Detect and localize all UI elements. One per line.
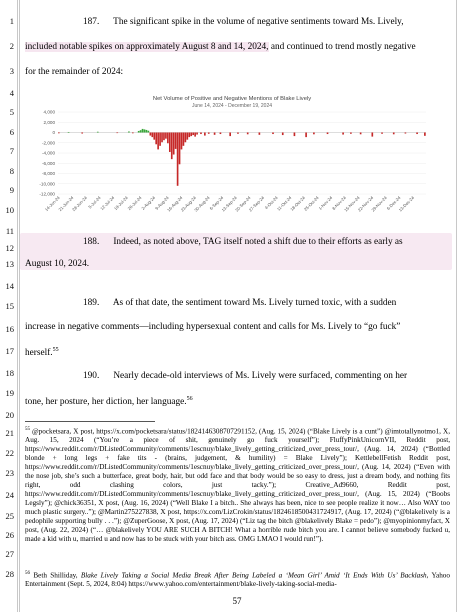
chart-x-tick-label: 12-Jul-24 — [99, 195, 116, 212]
chart-x-tick-label: 11-Oct-24 — [275, 195, 293, 212]
line-number: 18 — [5, 368, 14, 378]
chart-bar — [200, 133, 202, 135]
line-number: 7 — [9, 146, 14, 156]
left-margin-rule — [17, 0, 18, 612]
line-number: 15 — [5, 301, 14, 311]
footnote-ref[interactable]: 55 — [52, 347, 59, 353]
paragraph-number: 187. — [83, 17, 100, 27]
chart-bar — [171, 133, 173, 160]
chart-bar — [220, 133, 222, 135]
paragraph-189 — [25, 297, 450, 309]
chart-y-tick-label: -4,000 — [41, 150, 55, 156]
chart-bar — [181, 133, 183, 150]
chart-bars — [58, 129, 426, 186]
chart-bar — [132, 133, 134, 134]
paragraph-text: As of that date, the sentiment toward Ms. Lively turned toxic, with a sudden — [112, 298, 397, 308]
chart-bar — [161, 133, 163, 143]
line-number: 20 — [5, 410, 14, 420]
line-number: 5 — [9, 107, 14, 117]
chart-bar — [142, 129, 144, 133]
footnote-text: @pocketsara, X post, https://x.com/pocketsara/status/1824146308707291152, (Aug. 15, 2024) (“Blake Lively is a cunt”) @imtotallynotmo1, X, Aug. 15, 2024 (“You’re a piece of shit, genuinely go fuck yourself”); FluffyPinkUnicornVII, Reddit post, https://www.reddit.com/r/DListedCommunity/comments/1escnuy/blake_lively_getting_criticized_over_press_tour/, (Aug. 14, 2024) (“Bottled blonde + long legs + fake tits - (brains, judgement, & humility) = Blake Lively”); KettlebellFetish Reddit post, https://www.reddit.com/r/DListedCommunity/comments/1escnuy/blake_lively_getting_criticized_over_press_tour/, (Aug. 14, 2024) (“Even with the nose job, she’s such a butterface, great body, hair, but odd face and that body would be so easy to dress, just a dream body, and nothing fits right, odd clashing colors, just tacky.”); Creative_Ad9660, Reddit post, https://www.reddit.com/r/DListedCommunity/comments/1escnuy/blake_lively_getting_criticized_over_press_tour/, (Aug. 15, 2024) (“Boobs Legsly”); @chick36351, X post, (Aug. 16, 2024) (“Well Blake I a bitch.. She always has been, nice to see people realize it now… Also WAY too much plastic surgery..”); @Martin275227838, X post, https://x.com/LizCrokin/status/1824618500431724917, (Aug. 17, 2024) (“@blakelively is a pedophile supporting bully . . .”); @ZuperGoose, X post, (Aug. 17, 2024) (“Liz tag the bitch @blakelively Blake = pedo”); @myopinionmyfact, X post, (Aug. 22, 2024) (“… @blakelively YOU ARE SUCH A BITCH! What a horrible rude bitch you are. I cannot believe somebody fucked u, made a kid with u, married u and now has to be stuck with your bitch ass. OMG LMAO I would run!”). — [25, 427, 450, 544]
chart-bar — [187, 133, 189, 140]
chart-bar — [381, 133, 383, 134]
line-number: 6 — [9, 127, 14, 137]
left-margin-rule-2 — [19, 0, 20, 612]
chart-bar — [247, 133, 249, 135]
chart-bar — [179, 133, 181, 165]
footnote-divider — [25, 421, 155, 422]
highlighted-text: included notable spikes on approximately August 8 and 14, 2024, — [25, 42, 269, 52]
line-number: 12 — [5, 243, 14, 253]
chart-bar — [151, 133, 153, 138]
footnote-text: Beth Shilliday, — [33, 571, 81, 580]
footnote-mark: 55 — [25, 427, 30, 432]
chart-x-ticks — [44, 195, 416, 213]
chart-x-tick-label: 9-Aug-24 — [154, 195, 170, 211]
chart-x-tick-label: 23-Aug-24 — [179, 195, 198, 213]
chart-y-tick-label: 0 — [52, 130, 55, 136]
chart-y-tick-label: -10,000 — [39, 181, 55, 187]
chart-y-tick-label: -2,000 — [41, 140, 55, 146]
footnote-mark: 56 — [25, 571, 30, 576]
chart-bar — [313, 133, 315, 135]
paragraph-text: for the remainder of 2024: — [25, 67, 124, 77]
chart-x-tick-label: 29-Nov-24 — [370, 195, 388, 213]
chart-bar — [175, 133, 177, 149]
chart-bar — [327, 133, 329, 135]
chart-bar — [97, 132, 99, 133]
chart-bar — [68, 132, 70, 133]
chart-x-tick-label: 30-Aug-24 — [193, 195, 211, 213]
chart-bar — [148, 131, 150, 133]
paragraph-189-line2 — [25, 321, 450, 333]
footnote-article-title: Blake Lively Taking a Social Media Break After Being Labeled a ‘Mean Girl’ Amid ‘It Ends With Us’ Backlash — [80, 571, 427, 580]
line-number: 2 — [9, 41, 14, 51]
line-number: 13 — [5, 259, 14, 269]
chart-bar — [140, 130, 142, 132]
paragraph-number: 190. — [83, 371, 100, 381]
footnote-ref[interactable]: 56 — [186, 396, 193, 402]
chart-bar — [294, 133, 296, 137]
chart-bar — [196, 133, 198, 135]
chart-x-tick-label: 13-Sep-24 — [220, 195, 238, 213]
chart-bar — [185, 133, 187, 143]
chart-y-tick-label: -6,000 — [41, 160, 55, 166]
chart-bar — [237, 133, 239, 134]
chart-bar — [393, 133, 395, 135]
chart-x-tick-label: 16-Aug-24 — [166, 195, 184, 213]
line-number: 3 — [9, 66, 14, 76]
chart-x-tick-label: 20-Sep-24 — [234, 195, 252, 213]
line-number: 19 — [5, 388, 14, 398]
line-number: 21 — [5, 428, 14, 438]
paragraph-190 — [25, 370, 450, 382]
chart-x-tick-label: 21-Jun-24 — [57, 195, 75, 213]
chart-bar — [229, 133, 231, 137]
chart-bar — [350, 133, 352, 134]
paragraph-text: August 10, 2024. — [25, 259, 90, 269]
chart-bar — [183, 133, 185, 146]
paragraph-text: Indeed, as noted above, TAG itself noted a shift due to their efforts as early as — [113, 237, 403, 247]
line-number: 4 — [9, 88, 14, 98]
line-number: 1 — [9, 16, 14, 26]
line-number: 24 — [5, 490, 14, 500]
chart-bar — [159, 133, 161, 146]
paragraph-text: herself. — [25, 348, 53, 359]
chart-x-tick-label: 26-Jul-24 — [126, 195, 143, 212]
footnote-text[interactable]: , Yahoo Entertainment (Sept. 5, 2024, 8:04) https://www.yahoo.com/entertainment/blake-lively-taking-social-media- — [25, 571, 450, 589]
paragraph-number: 188. — [83, 237, 100, 247]
paragraph-text: tone, her posture, her diction, her language. — [25, 397, 187, 408]
chart-y-tick-label: -8,000 — [41, 171, 55, 177]
chart-bar — [272, 133, 274, 135]
line-number: 23 — [5, 468, 14, 478]
chart-bar — [282, 133, 284, 136]
chart-title: Net Volume of Positive and Negative Mentions of Blake Lively — [152, 96, 312, 102]
chart-x-tick-label: 15-Nov-24 — [343, 195, 361, 213]
chart-bar — [214, 133, 216, 135]
chart-x-tick-label: 27-Sep-24 — [247, 195, 266, 213]
chart-y-tick-label: -12,000 — [39, 191, 55, 197]
line-number: 16 — [5, 324, 14, 334]
line-number: 25 — [5, 511, 14, 521]
chart-bar — [405, 133, 407, 134]
chart-bar — [305, 133, 307, 138]
chart-x-tick-label: 28-Jun-24 — [71, 195, 88, 213]
chart-bar — [204, 133, 206, 136]
chart-bar — [371, 133, 373, 137]
paragraph-text: Nearly decade-old interviews of Ms. Lively were surfaced, commenting on her — [113, 371, 408, 381]
chart-bar — [153, 133, 155, 140]
chart-x-tick-label: 18-Oct-24 — [289, 195, 307, 212]
chart-bar — [146, 130, 148, 133]
chart-bar — [157, 133, 159, 150]
line-number: 26 — [5, 530, 14, 540]
chart-y-tick-label: 4,000 — [43, 109, 55, 115]
chart-bar — [360, 133, 362, 135]
paragraph-text: and continued to trend mostly negative — [268, 42, 416, 52]
line-number: 10 — [5, 205, 14, 215]
line-number: 14 — [5, 281, 14, 291]
chart-bar — [208, 133, 210, 134]
chart-bar — [173, 133, 175, 155]
chart-gridlines — [58, 112, 426, 194]
chart-bar — [58, 133, 60, 134]
chart-bar — [150, 133, 152, 136]
line-number: 8 — [9, 166, 14, 176]
chart-bar — [192, 133, 194, 136]
sentiment-bar-chart — [28, 90, 436, 230]
chart-bar — [188, 133, 190, 138]
chart-bar — [128, 131, 130, 132]
chart-bar — [190, 133, 192, 137]
chart-bar — [81, 133, 83, 134]
right-margin-rule — [456, 0, 457, 612]
chart-bar — [177, 133, 179, 186]
chart-x-tick-label: 8-Nov-24 — [331, 195, 347, 211]
line-number: 22 — [5, 448, 14, 458]
chart-x-tick-label: 19-Jul-24 — [112, 195, 129, 212]
chart-x-tick-label: 14-Jun-24 — [43, 195, 61, 213]
chart-x-tick-label: 2-Aug-24 — [140, 195, 157, 211]
chart-x-tick-label: 5-Jul-24 — [87, 195, 102, 210]
paragraph-number: 189. — [83, 298, 100, 308]
chart-bar — [138, 131, 140, 133]
chart-bar — [259, 133, 261, 135]
chart-y-ticks — [39, 110, 55, 197]
paragraph-189-line3 — [25, 344, 450, 359]
paragraph-text: The significant spike in the volume of negative sentiments toward Ms. Lively, — [113, 17, 404, 27]
chart-bar — [163, 133, 165, 141]
chart-subtitle: June 14, 2024 - December 19, 2024 — [191, 103, 273, 109]
chart-x-tick-label: 4-Oct-24 — [263, 195, 279, 211]
chart-bar — [144, 129, 146, 132]
paragraph-187-line3 — [25, 66, 450, 78]
chart-bar — [167, 133, 169, 144]
chart-bar — [116, 133, 118, 134]
line-number: 27 — [5, 549, 14, 559]
chart-bar — [194, 133, 196, 137]
chart-y-tick-label: 2,000 — [43, 119, 55, 125]
chart-bar — [342, 133, 344, 135]
chart-bar — [165, 133, 167, 139]
chart-x-tick-label: 6-Dec-24 — [385, 195, 402, 211]
footnote-55 — [25, 425, 450, 544]
chart-bar — [169, 133, 171, 152]
chart-bar — [416, 133, 418, 135]
chart-bar — [424, 133, 426, 136]
chart-x-tick-label: 22-Nov-24 — [356, 195, 375, 213]
chart-x-tick-label: 6-Sep-24 — [208, 195, 225, 211]
paragraph-188-line2 — [25, 258, 450, 270]
footnote-56 — [25, 569, 450, 589]
line-number: 9 — [9, 185, 14, 195]
page-number: 57 — [232, 596, 242, 606]
paragraph-text: increase in negative comments—including hypersexual content and calls for Ms. Lively to “go fuck” — [25, 322, 401, 332]
line-number: 17 — [5, 346, 14, 356]
line-number: 28 — [5, 569, 14, 579]
paragraph-187 — [25, 16, 450, 28]
chart-x-tick-label: 1-Nov-24 — [317, 195, 334, 211]
paragraph-187-line2 — [25, 41, 450, 53]
chart-x-tick-label: 13-Dec-24 — [397, 195, 416, 213]
paragraph-188 — [25, 236, 450, 248]
chart-bar — [155, 133, 157, 145]
paragraph-190-line2 — [25, 393, 450, 408]
chart-x-tick-label: 25-Oct-24 — [302, 195, 320, 212]
line-number: 11 — [5, 226, 14, 236]
